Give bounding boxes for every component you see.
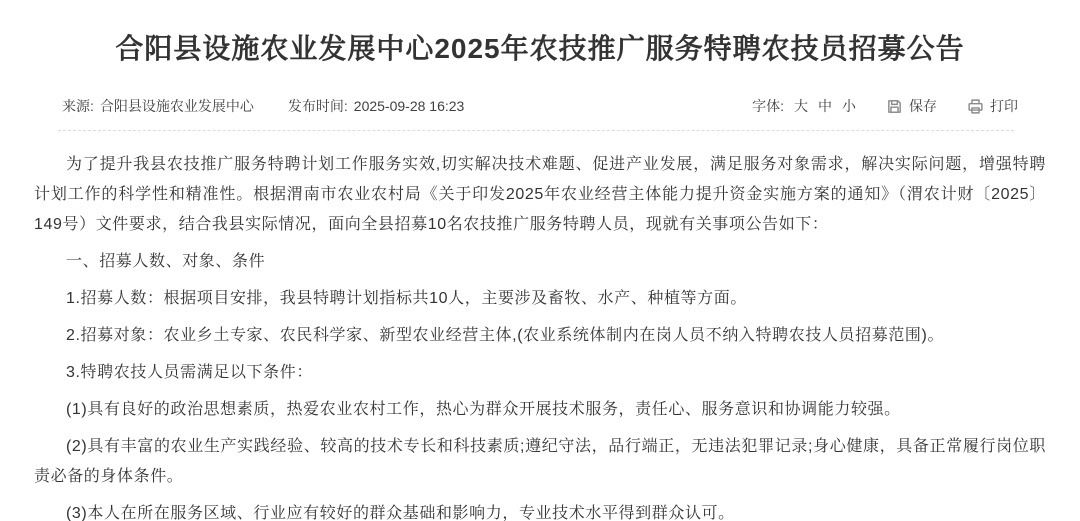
save-button[interactable] — [886, 96, 937, 116]
font-size-label: 字体: — [752, 98, 784, 114]
article-paragraph-condition-1: (1)具有良好的政治思想素质，热爱农业农村工作，热心为群众开展技术服务，责任心、服务意识和协调能力较强。 — [66, 401, 901, 418]
source-label: 来源: — [62, 98, 94, 114]
meta-right-group — [752, 96, 1018, 116]
printer-icon — [967, 98, 984, 115]
article-paragraph-intro: 为了提升我县农技推广服务特聘计划工作服务实效,切实解决技术难题、促进产业发展，满足服务对象需求，解决实际问题，增强特聘计划工作的科学性和精准性。根据渭南市农业农村局《关于印发2025年农业经营主体能力提升资金实施方案的通知》（渭农计财〔2025〕149号）文件要求，结合我县实际情况，面向全县招募10名农技推广服务特聘人员，现就有关事项公告如下： — [34, 156, 1046, 233]
publish-time-value: 2025-09-28 16:23 — [353, 98, 465, 114]
meta-bar — [62, 96, 1018, 130]
print-button-label: 打印 — [990, 98, 1018, 114]
article-body — [0, 131, 1080, 521]
font-size-small-button[interactable]: 小 — [842, 98, 856, 114]
article-paragraph-section-heading: 一、招募人数、对象、条件 — [66, 253, 266, 270]
page-title: 合阳县设施农业发展中心2025年农技推广服务特聘农技员招募公告 — [115, 33, 965, 64]
article-paragraph-condition-3: (3)本人在所在服务区域、行业应有较好的群众基础和影响力，专业技术水平得到群众认可。 — [66, 505, 735, 521]
meta-left-group — [62, 96, 464, 116]
publish-time — [288, 96, 464, 116]
print-button[interactable] — [967, 96, 1018, 116]
article-paragraph-condition-2: (2)具有丰富的农业生产实践经验、较高的技术专长和科技素质;遵纪守法，品行端正，无违法犯罪记录;身心健康，具备正常履行岗位职责必备的身体条件。 — [34, 438, 1046, 485]
source-value: 合阳县设施农业发展中心 — [99, 98, 254, 114]
font-size-large-button[interactable]: 大 — [794, 98, 808, 114]
floppy-disk-icon — [886, 98, 903, 115]
article-paragraph-recruit-target: 2.招募对象：农业乡土专家、农民科学家、新型农业经营主体,(农业系统体制内在岗人员不纳入特聘农技人员招募范围)。 — [66, 327, 945, 344]
font-size-medium-button[interactable]: 中 — [818, 98, 832, 114]
article-paragraph-recruit-number: 1.招募人数：根据项目安排，我县特聘计划指标共10人，主要涉及畜牧、水产、种植等方面。 — [66, 290, 747, 307]
publish-time-label: 发布时间: — [287, 98, 348, 114]
font-size-controls — [752, 96, 856, 116]
article-paragraph-conditions-intro: 3.特聘农技人员需满足以下条件： — [66, 364, 313, 381]
save-button-label: 保存 — [909, 98, 937, 114]
source — [62, 96, 254, 116]
